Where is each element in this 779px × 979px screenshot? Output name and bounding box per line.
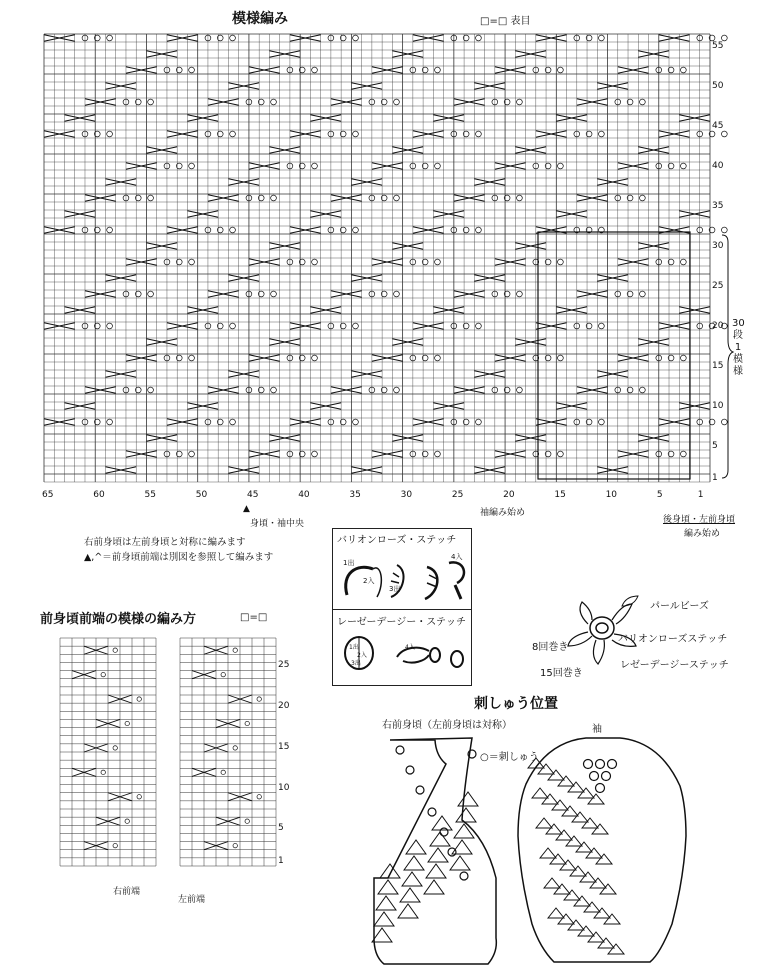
- col-number: 15: [554, 490, 566, 500]
- row-number: 25: [712, 280, 724, 291]
- embroidery-sleeve-label: 袖: [592, 724, 602, 735]
- col-number: 40: [298, 490, 310, 500]
- row-number: 30: [712, 240, 724, 251]
- pearl-beads-label: パールビーズ: [650, 601, 709, 612]
- bullion-steps-drawing: [333, 543, 471, 609]
- wrap-15-label: 15回巻き: [540, 668, 583, 679]
- row-number: 50: [712, 80, 724, 91]
- row-number: 1: [712, 472, 718, 483]
- center-marker-icon: ▲: [243, 504, 250, 514]
- daisy-step-2: 2入: [357, 652, 367, 659]
- bullion-title: バリオンローズ・ステッチ: [337, 535, 457, 546]
- bullion-rose-label: バリオンローズステッチ: [618, 634, 728, 645]
- daisy-title: レーゼーデージー・ステッチ: [337, 617, 466, 628]
- note-line-2: ▲,^＝前身頃前端は別図を参照して編みます: [84, 552, 274, 563]
- embroidery-circle-icon: [466, 748, 478, 760]
- daisy-steps-drawing: [333, 627, 471, 683]
- row-number: 45: [712, 120, 724, 131]
- right-edge-label: 右前端: [113, 887, 141, 897]
- front-edge-chart-left: [178, 636, 278, 872]
- col-number: 35: [349, 490, 361, 500]
- col-number: 30: [400, 490, 413, 500]
- col-number: 50: [195, 490, 208, 500]
- row-number: 55: [712, 40, 724, 51]
- row-number: 5: [712, 440, 718, 451]
- embroidery-body-label: 右前身頃（左前身頃は対称）: [382, 720, 512, 731]
- main-chart-title: 模様編み: [232, 11, 288, 27]
- back-start-label: 後身頃・左前身頃: [663, 515, 736, 525]
- edge-row-number: 20: [278, 701, 290, 712]
- col-number: 60: [93, 490, 105, 500]
- edge-row-number: 1: [278, 855, 284, 866]
- col-number: 20: [503, 490, 515, 500]
- row-number: 35: [712, 200, 724, 211]
- row-number: 15: [712, 360, 724, 371]
- center-label: 身頃・袖中央: [250, 519, 305, 529]
- lazy-daisy-label: レゼーデージーステッチ: [620, 660, 729, 671]
- edge-row-number: 25: [278, 660, 290, 671]
- row-number: 20: [712, 320, 724, 331]
- edge-row-number: 10: [278, 782, 290, 793]
- stitch-diagram-box: [332, 528, 472, 686]
- back-start-label-2: 編み始め: [684, 529, 721, 539]
- bullion-step-3: 3出: [389, 585, 401, 593]
- front-edge-title: 前身頃前端の模様の編み方: [40, 612, 197, 627]
- col-number: 25: [451, 490, 464, 500]
- col-number: 45: [246, 490, 259, 500]
- col-number: 1: [697, 490, 704, 500]
- note-line-1: 右前身頃は左前身頃と対称に編みます: [84, 537, 246, 548]
- front-edge-chart-right: [58, 636, 158, 872]
- main-chart-legend: □=□ 表目: [480, 16, 531, 27]
- embroidery-legend: ○＝刺しゅう: [480, 752, 539, 763]
- front-edge-legend: □=□: [240, 612, 268, 623]
- bullion-step-2: 2入: [363, 577, 375, 585]
- daisy-step-1: 1出: [349, 644, 359, 651]
- row-number: 10: [712, 400, 724, 411]
- col-number: 5: [656, 490, 663, 500]
- sleeve-start-label: 袖編み始め: [480, 508, 526, 518]
- embroidery-title: 刺しゅう位置: [474, 696, 558, 712]
- bullion-step-4: 4入: [451, 553, 463, 561]
- repeat-label: 30段1模様: [732, 318, 745, 377]
- row-number: 40: [712, 160, 724, 171]
- edge-row-number: 5: [278, 823, 284, 834]
- col-number: 55: [144, 490, 156, 500]
- daisy-step-4: 4入: [405, 644, 415, 651]
- col-number: 65: [42, 490, 54, 500]
- bullion-step-1: 1出: [343, 559, 355, 567]
- wrap-8-label: 8回巻き: [532, 642, 569, 653]
- leaf-icon: [620, 594, 640, 610]
- left-edge-label: 左前端: [178, 895, 206, 905]
- daisy-step-3: 3出: [351, 660, 361, 667]
- col-number: 10: [605, 490, 618, 500]
- embroidery-diagram: [360, 728, 779, 978]
- edge-row-number: 15: [278, 741, 290, 752]
